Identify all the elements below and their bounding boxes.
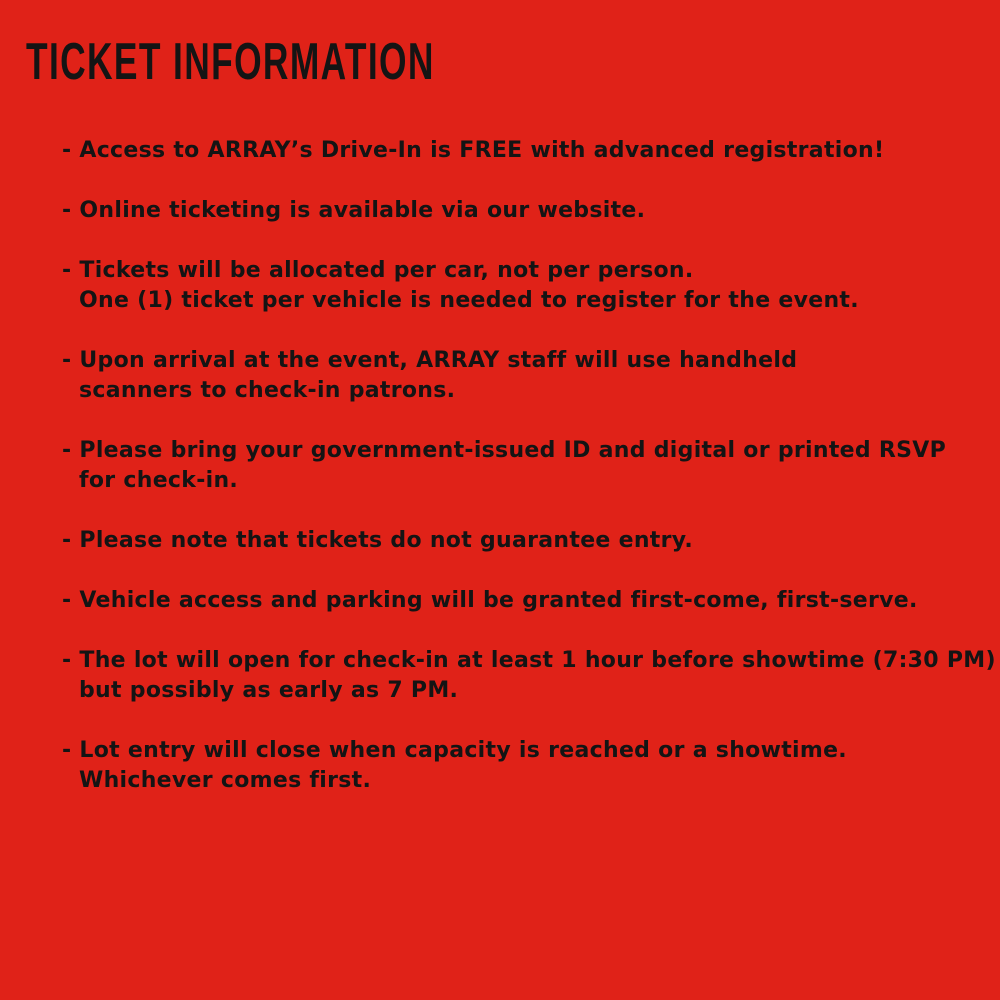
item-line: - Lot entry will close when capacity is reached or a showtime. xyxy=(62,738,847,763)
item-line-continued: One (1) ticket per vehicle is needed to register for the event. xyxy=(79,288,859,313)
ticket-info-list xyxy=(62,136,996,826)
item-line-continued: scanners to check-in patrons. xyxy=(79,378,456,403)
list-item xyxy=(62,196,996,226)
item-line: - Online ticketing is available via our website. xyxy=(62,198,646,223)
list-item xyxy=(62,736,996,796)
item-line: - Upon arrival at the event, ARRAY staff will use handheld xyxy=(62,348,798,373)
list-item xyxy=(62,346,996,406)
item-line: - Please bring your government-issued ID and digital or printed RSVP xyxy=(62,438,947,463)
list-item xyxy=(62,436,996,496)
item-line-continued: Whichever comes first. xyxy=(79,768,372,793)
list-item xyxy=(62,136,996,166)
item-line-continued: for check-in. xyxy=(79,468,239,493)
item-line: - Tickets will be allocated per car, not per person. xyxy=(62,258,694,283)
item-line: - The lot will open for check-in at least 1 hour before showtime (7:30 PM) xyxy=(62,648,996,673)
item-line: - Vehicle access and parking will be granted first-come, first-serve. xyxy=(62,588,918,613)
list-item xyxy=(62,646,996,706)
list-item xyxy=(62,526,996,556)
list-item xyxy=(62,256,996,316)
list-item xyxy=(62,586,996,616)
item-line: - Please note that tickets do not guarantee entry. xyxy=(62,528,694,553)
item-line-continued: but possibly as early as 7 PM. xyxy=(79,678,459,703)
item-line: - Access to ARRAY’s Drive-In is FREE with advanced registration! xyxy=(62,138,885,163)
page-title: TICKET INFORMATION xyxy=(26,33,435,91)
